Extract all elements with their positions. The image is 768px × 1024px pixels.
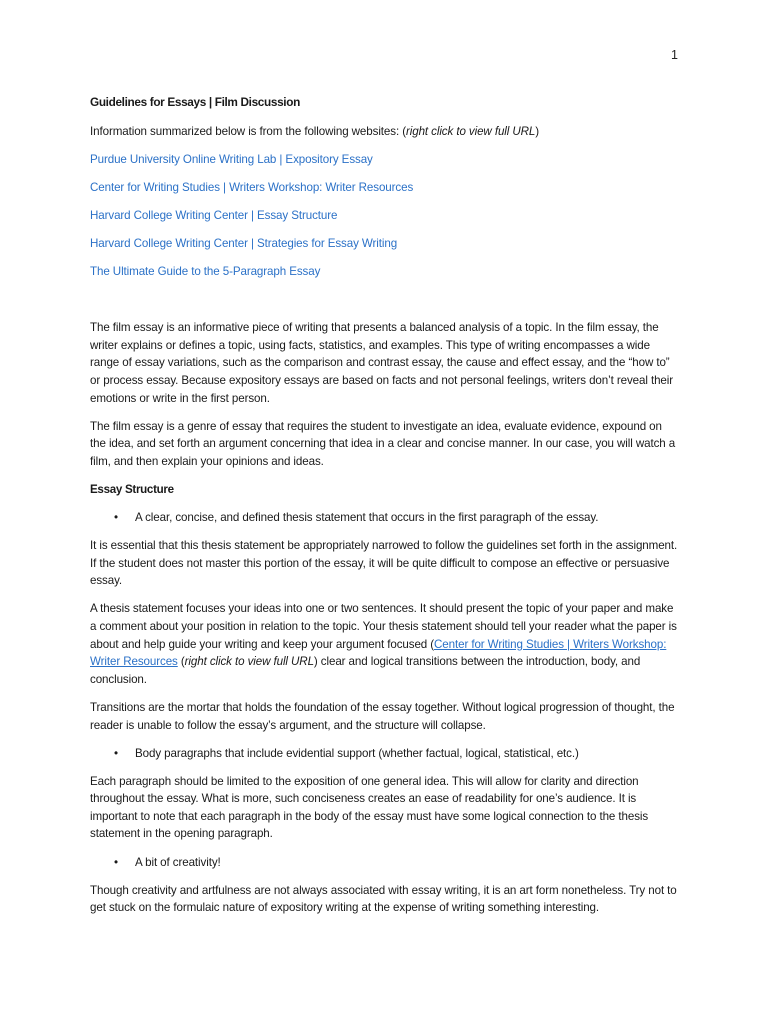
thesis-focus-end: ) clear and logical transitions between the introduction, body, and conclusion. [90, 655, 641, 686]
document-body [90, 94, 680, 927]
page-number: 1 [671, 48, 678, 62]
bullet-dot: • [114, 746, 118, 760]
paragraph-creativity: Though creativity and artfulness are not always associated with essay writing, it is an art form nonetheless. Try not to get stuck on the formulaic nature of expository writing at the expense of writing something interesting. [90, 883, 677, 915]
document-title: Guidelines for Essays | Film Discussion [90, 95, 300, 109]
bullet-body-paragraphs [90, 745, 680, 763]
bullet-dot: • [114, 855, 118, 869]
inline-link-writing-studies[interactable]: Center for Writing Studies | Writers Workshop: Writer Resources [90, 637, 667, 669]
paragraph-thesis-focus [90, 600, 680, 688]
source-link-5-paragraph-guide[interactable]: The Ultimate Guide to the 5-Paragraph Essay [90, 264, 321, 278]
bullet-thesis [90, 509, 680, 527]
sources-intro [90, 123, 680, 141]
thesis-focus-italic: right click to view full URL [184, 655, 314, 669]
paragraph-film-essay-definition: The film essay is an informative piece of writing that presents a balanced analysis of a topic. In the film essay, the writer explains or defines a topic, using facts, statistics, and examples. This type of writing encompasses a wide range of essay variations, such as the comparison and contrast essay, the cause and effect essay, and the “how to” or process essay. Because expository essays are based on facts and not personal feelings, writers don’t reveal their emotions or write in the first person. [90, 321, 673, 405]
paragraph-one-idea: Each paragraph should be limited to the exposition of one general idea. This will allow for clarity and direction throughout the essay. What is more, such conciseness creates an ease of readability for one’s audience. It is important to note that each paragraph in the body of the essay must have some logical connection to the thesis statement in the opening paragraph. [90, 774, 649, 841]
bullet-thesis-text: A clear, concise, and defined thesis statement that occurs in the first paragraph of the essay. [135, 511, 599, 525]
paragraph-film-essay-genre: The film essay is a genre of essay that requires the student to investigate an idea, evaluate evidence, expound on the idea, and set forth an argument concerning that idea in a clear and concise manner. In our case, you will watch a film, and then explain your opinions and ideas. [90, 419, 676, 468]
paragraph-transitions: Transitions are the mortar that holds the foundation of the essay together. Without logical progression of thought, the reader is unable to follow the essay’s argument, and the structure will collapse. [90, 700, 675, 732]
sources-intro-text: Information summarized below is from the following websites: ( [90, 124, 406, 138]
thesis-focus-text: A thesis statement focuses your ideas into one or two sentences. It should present the topic of your paper and make a comment about your position in relation to the topic. Your thesis statement should tell your reader what the paper is about and help guide your writing and keep your argument focused ( [90, 602, 677, 651]
thesis-focus-middle: ( [177, 655, 185, 669]
source-link-harvard-structure[interactable]: Harvard College Writing Center | Essay Structure [90, 208, 338, 222]
bullet-body-paragraphs-text: Body paragraphs that include evidential support (whether factual, logical, statistical, etc.) [135, 746, 579, 760]
bullet-creativity [90, 854, 680, 872]
source-link-writing-studies[interactable]: Center for Writing Studies | Writers Workshop: Writer Resources [90, 180, 414, 194]
bullet-creativity-text: A bit of creativity! [135, 855, 221, 869]
essay-structure-heading: Essay Structure [90, 482, 174, 496]
sources-intro-italic: right click to view full URL [405, 124, 536, 138]
source-link-purdue-expository[interactable]: Purdue University Online Writing Lab | Expository Essay [90, 152, 373, 166]
source-link-harvard-strategies[interactable]: Harvard College Writing Center | Strategies for Essay Writing [90, 236, 398, 250]
bullet-dot: • [114, 511, 118, 525]
source-links [90, 151, 680, 281]
paragraph-thesis-narrowed: It is essential that this thesis statement be appropriately narrowed to follow the guidelines set forth in the assignment. If the student does not master this portion of the essay, it will be quite difficult to compose an effective or persuasive essay. [90, 539, 678, 588]
sources-intro-close: ) [535, 124, 540, 138]
